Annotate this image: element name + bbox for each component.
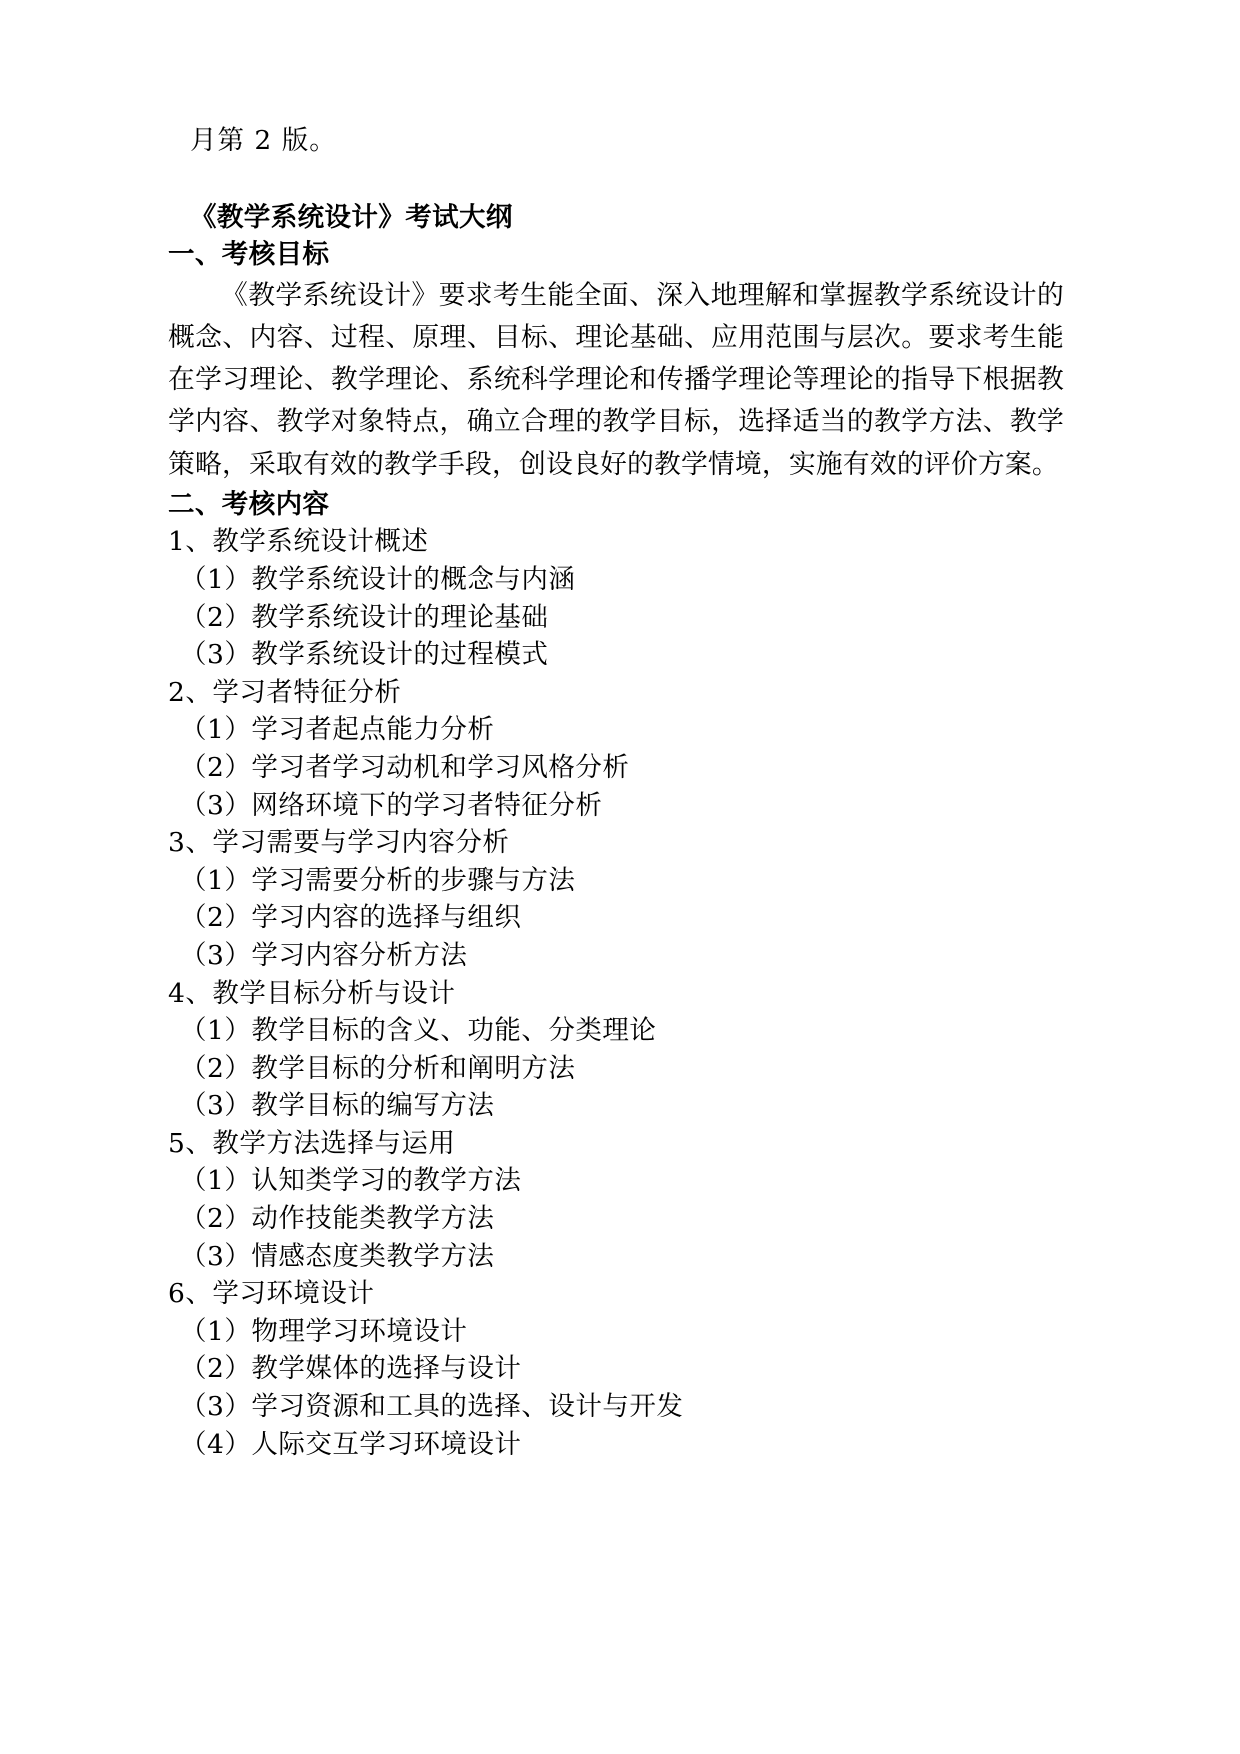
outline-group-1 — [168, 523, 1064, 673]
outline-item-4-3: （3）教学目标的编写方法 — [180, 1090, 495, 1122]
section-one-paragraph: 《教学系统设计》要求考生能全面、深入地理解和掌握教学系统设计的概念、内容、过程、原理、目标、理论基础、应用范围与层次。要求考生能在学习理论、教学理论、系统科学理论和传播学理论等理论的指导下根据教学内容、教学对象特点，确立合理的教学目标，选择适当的教学方法、教学策略，采取有效的教学手段，创设良好的教学情境，实施有效的评价方案。 — [168, 279, 1064, 480]
outline-item-3-1: （1）学习需要分析的步骤与方法 — [180, 864, 576, 896]
outline-number-1: 1、教学系统设计概述 — [168, 526, 429, 558]
outline-group-3 — [168, 824, 1064, 974]
outline-group-6 — [168, 1275, 1064, 1463]
outline-item-6-4: （4）人际交互学习环境设计 — [180, 1428, 522, 1460]
section-heading-two: 二、考核内容 — [168, 488, 330, 520]
outline-item-2-3: （3）网络环境下的学习者特征分析 — [180, 789, 603, 821]
outline-number-2: 2、学习者特征分析 — [168, 676, 402, 708]
outline-item-5-3: （3）情感态度类教学方法 — [180, 1240, 495, 1272]
outline-number-6: 6、学习环境设计 — [168, 1278, 375, 1310]
outline-item-3-3: （3）学习内容分析方法 — [180, 939, 468, 971]
outline-item-1-2: （2）教学系统设计的理论基础 — [180, 601, 549, 633]
section-heading-one: 一、考核目标 — [168, 239, 330, 271]
outline-item-2-1: （1）学习者起点能力分析 — [180, 714, 495, 746]
outline-item-6-2: （2）教学媒体的选择与设计 — [180, 1353, 522, 1385]
outline-item-5-2: （2）动作技能类教学方法 — [180, 1203, 495, 1235]
outline-item-6-3: （3）学习资源和工具的选择、设计与开发 — [180, 1391, 684, 1423]
section-kaohe-mubiao — [168, 236, 1064, 486]
document-title: 《教学系统设计》考试大纲 — [190, 201, 513, 233]
outline-group-5 — [168, 1125, 1064, 1275]
outline-list — [168, 523, 1064, 1463]
carryover-line: 月第 2 版。 — [190, 125, 337, 156]
outline-item-6-1: （1）物理学习环境设计 — [180, 1315, 468, 1347]
outline-number-5: 5、教学方法选择与运用 — [168, 1127, 456, 1159]
outline-item-1-3: （3）教学系统设计的过程模式 — [180, 639, 549, 671]
outline-item-5-1: （1）认知类学习的教学方法 — [180, 1165, 522, 1197]
section-kaohe-neirong — [168, 486, 1064, 1463]
outline-group-4 — [168, 975, 1064, 1125]
outline-item-1-1: （1）教学系统设计的概念与内涵 — [180, 563, 576, 595]
outline-item-4-2: （2）教学目标的分析和阐明方法 — [180, 1052, 576, 1084]
outline-number-4: 4、教学目标分析与设计 — [168, 977, 456, 1009]
page-content — [168, 122, 1064, 1463]
outline-item-4-1: （1）教学目标的含义、功能、分类理论 — [180, 1015, 657, 1047]
outline-group-2 — [168, 674, 1064, 824]
outline-item-3-2: （2）学习内容的选择与组织 — [180, 902, 522, 934]
outline-number-3: 3、学习需要与学习内容分析 — [168, 827, 510, 859]
outline-item-2-2: （2）学习者学习动机和学习风格分析 — [180, 751, 630, 783]
